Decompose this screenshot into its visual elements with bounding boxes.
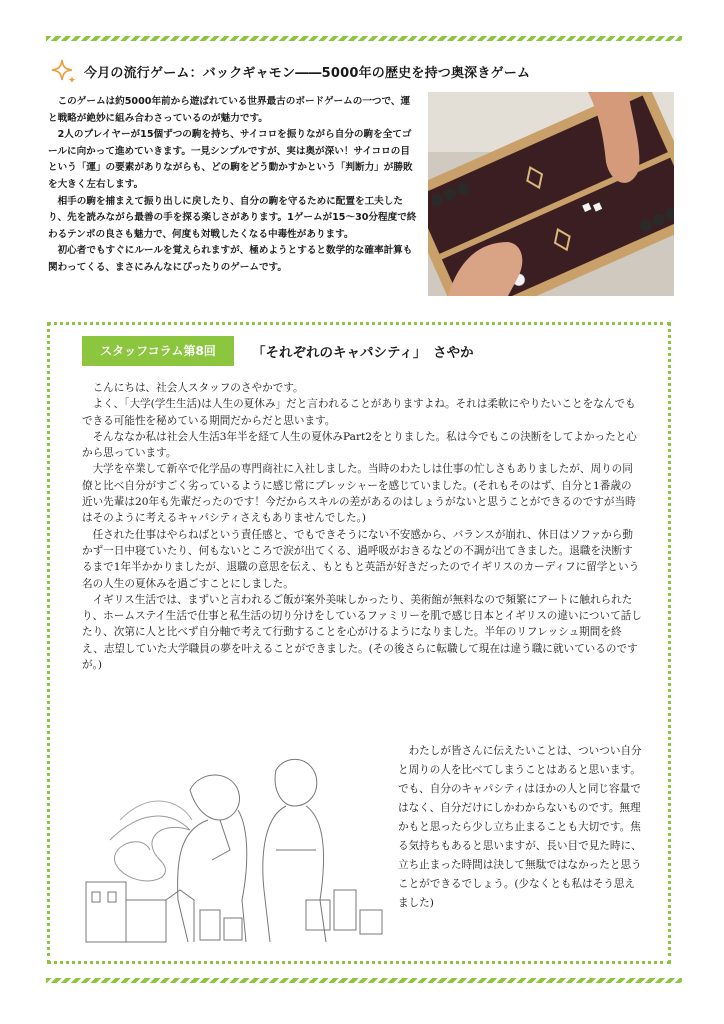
column-paragraph: イギリス生活では、まずいと言われるご飯が案外美味しかったり、美術館が無料なので頻繁にアートに触れられたり、ホームステイ生活で仕事と私生活の切り分けをしているファミリーを肌で感じ日本とイギリスの違いについて話したり、次第に人と比べず自分軸で考えて行動することを心がけるようになりました。半年のリフレッシュ期間を終え、志望していた大学職員の夢を叶えることができました。(その後さらに転職して現在は違う職に就いているのですが。) [82,593,642,672]
column-closing [398,742,644,913]
column-paragraph: そんななか私は社会人生活3年半を経て人生の夏休みPart2をとりました。私は今でもこの決断をしてよかったと心から思っています。 [82,430,637,460]
column-title: 「それぞれのキャパシティ」 さやか [252,345,474,361]
article-paragraph: 2人のプレイヤーが15個ずつの駒を持ち、サイコロを振りながら自分の駒を全てゴールに向かって進めていきます。一見シンプルですが、実は奥が深い！サイコロの目という「運」の要素がありながらも、どの駒をどう動かすかという「判断力」が勝敗を大きく左右します。 [48,129,413,190]
top-divider [46,36,682,41]
article-body [48,94,418,277]
column-body [82,380,642,673]
article-title: 今月の流行ゲーム：バックギャモン――5000年の歴史を持つ奥深きゲーム [84,66,531,81]
backgammon-photo [428,92,674,296]
two-women-illustration [80,750,392,946]
column-closing-paragraph: わたしが皆さんに伝えたいことは、ついつい自分と周りの人を比べてしまうことはあると思います。でも、自分のキャパシティはほかの人と同じ容量ではなく、自分だけにしかわからないものです。無理かもと思ったら少し立ち止まることも大切です。焦る気持ちもあると思いますが、長い目で見た時に、立ち止まった時間は決して無駄ではなかったと思うことができるでしょう。(少なくとも私はそう思えました) [398,745,642,909]
column-paragraph: よく、「大学(学生生活)は人生の夏休み」だと言われることがありますよね。それは柔軟にやりたいことをなんでもできる可能性を秘めている期間だからだと思います。 [82,398,636,427]
column-paragraph: 大学を卒業して新卒で化学品の専門商社に入社しました。当時のわたしは仕事の忙しさもありましたが、周りの同僚と比べ自分がすごく劣っているように感じ常にプレッシャーを感じていました。(それもそのはず、自分と1番歳の近い先輩は20年も先輩だったのです！今だからスキルの差があるのはしょうがないと思うことができるのですが当時はそのように考えるキャパシティさえもありませんでした。) [82,463,636,525]
sparkle-icon [50,58,78,86]
column-paragraph: 任された仕事はやらねばという責任感と、でもできそうにない不安感から、バランスが崩れ、休日はソファから動かず一日中寝ていたり、何もないところで涙が出てくる、過呼吸がおきるなどの不調が出てきました。退職を決断するまで1年半かかりましたが、退職の意思を伝え、もともと英語が好きだったのでイギリスのカーディフに留学という名の人生の夏休みを過ごすことにしました。 [82,528,640,590]
article-paragraph: このゲームは約5000年前から遊ばれている世界最古のボードゲームの一つで、運と戦略が絶妙に組み合わさっているのが魅力です。 [48,96,411,124]
bottom-divider [46,978,682,983]
article-paragraph: 相手の駒を捕まえて振り出しに戻したり、自分の駒を守るために配置を工夫したり、先を読みながら最善の手を探る楽しさがあります。1ゲームが15～30分程度で終わるテンポの良さも魅力で、何度も対戦したくなる中毒性があります。 [48,195,417,240]
column-badge: スタッフコラム第8回 [82,336,234,366]
article-paragraph: 初心者でもすぐにルールを覚えられますが、極めようとすると数学的な確率計算も関わってくる、まさにみんなにぴったりのゲームです。 [48,245,413,273]
column-paragraph: こんにちは、社会人スタッフのさやかです。 [92,382,304,394]
